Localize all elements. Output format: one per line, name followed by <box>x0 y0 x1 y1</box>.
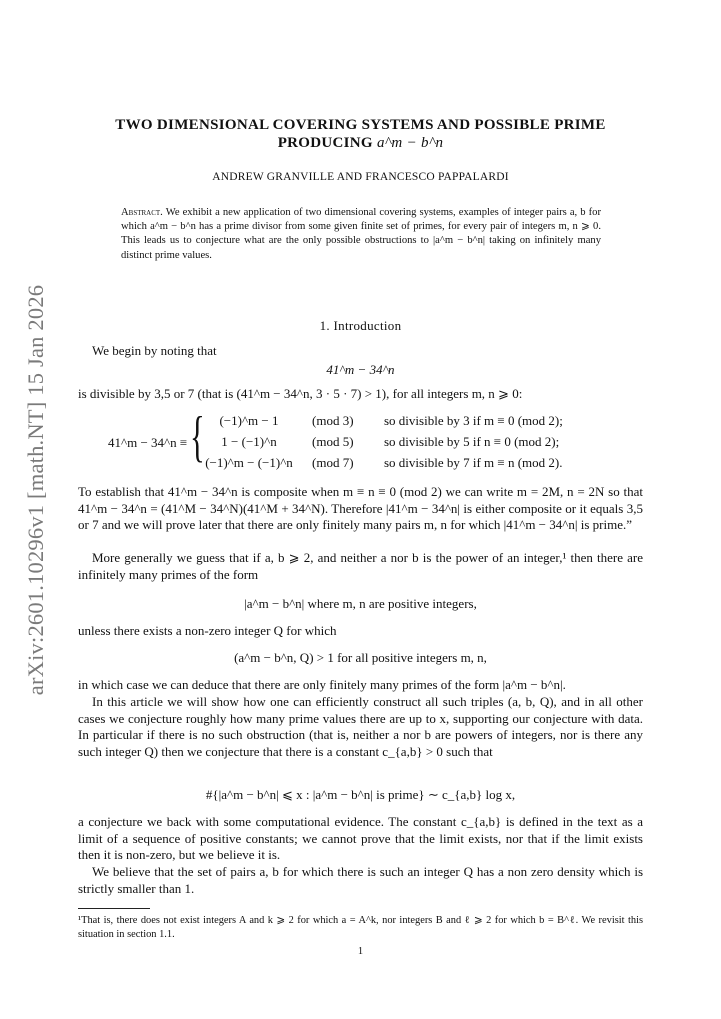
authors: ANDREW GRANVILLE AND FRANCESCO PAPPALARDI <box>212 171 509 183</box>
case-expr: (−1)^m − 1 <box>219 413 279 428</box>
paragraph-5: unless there exists a non-zero integer Q for which <box>78 623 337 638</box>
title-line-2-text: PRODUCING <box>277 135 373 151</box>
case-expr: (−1)^m − (−1)^n <box>205 455 293 470</box>
paragraph-1: We begin by noting that <box>92 343 217 358</box>
paragraph-3: To establish that 41^m − 34^n is composite when m ≡ n ≡ 0 (mod 2) we can write m = 2M, n = 2N so that 41^m − 34^n = (41^M − 34^N)(41^M + 34^N). Therefore |41^m − 34^n| is either composite or it equals 3,5 or 7 and we will prove later that there are only finitely many pairs m, n for which |41^m − 34^n| is prime.” <box>78 484 643 532</box>
equation-4-text: #{|a^m − b^n| ⩽ x : |a^m − b^n| is prime} ∼ c_{a,b} log x, <box>205 787 516 802</box>
case-mod: (mod 3) <box>312 413 354 428</box>
equation-2 <box>78 596 643 612</box>
abstract <box>121 206 601 263</box>
cases-lhs: 41^m − 34^n ≡ <box>108 435 188 450</box>
paragraph-6: in which case we can deduce that there are only finitely many primes of the form |a^m − b^n|. <box>78 677 566 692</box>
paragraph-4: More generally we guess that if a, b ⩾ 2, and neither a nor b is the power of an integer,¹ then there are infinitely many primes of the form <box>78 550 643 582</box>
case-condition: so divisible by 7 if m ≡ n (mod 2). <box>384 455 563 470</box>
page-number: 1 <box>357 946 364 957</box>
equation-3 <box>78 650 643 666</box>
equation-1 <box>78 362 643 378</box>
footnote: ¹That is, there does not exist integers A and k ⩾ 2 for which a = A^k, nor integers B and ℓ ⩾ 2 for which b = B^ℓ. We revisit this situation in section 1.1. <box>78 915 643 940</box>
case-condition: so divisible by 5 if n ≡ 0 (mod 2); <box>384 434 560 449</box>
paper-title <box>78 116 643 152</box>
section-heading <box>78 318 643 334</box>
case-mod: (mod 5) <box>312 434 354 449</box>
section-title: 1. Introduction <box>319 318 402 333</box>
cases-equation <box>108 406 643 473</box>
paragraph-7: In this article we will show how one can efficiently construct all such triples (a, b, Q), and in all other cases we conjecture roughly how many prime values there are up to x, supporting our conjecture with data. In particular if there is no such obstruction (that is, neither a nor b are powers of integers, nor is there any such integer Q) then we conjecture that there is a constant c_{a,b} > 0 such that <box>78 694 643 759</box>
abstract-text: We exhibit a new application of two dimensional covering systems, examples of integer pairs a, b for which a^m − b^n has a prime divisor from some given finite set of primes, for every pair of integers m, n ⩾ 0. This leads us to conjecture what are the only possible obstructions to |a^m − b^n| taking on infinitely many distinct prime values. <box>121 207 601 261</box>
paragraph-8: a conjecture we back with some computational evidence. The constant c_{a,b} is defined in the text as a limit of a sequence of positive constants; we cannot prove that the limit exists, nor that if the limit exists then it is non-zero, but we believe it is. <box>78 814 643 862</box>
abstract-label: Abstract. <box>121 207 163 218</box>
title-line-2-math: a^m − b^n <box>376 135 444 151</box>
case-mod: (mod 7) <box>312 455 354 470</box>
equation-4 <box>78 787 643 803</box>
footnote-rule <box>78 908 150 909</box>
equation-2-text: |a^m − b^n| where m, n are positive integers, <box>244 596 477 611</box>
title-line-1: TWO DIMENSIONAL COVERING SYSTEMS AND POSSIBLE PRIME <box>115 117 606 133</box>
equation-1-text: 41^m − 34^n <box>326 362 395 377</box>
arxiv-identifier: arXiv:2601.10296v1 [math.NT] 15 Jan 2026 <box>23 284 48 696</box>
paragraph-9: We believe that the set of pairs a, b for which there is such an integer Q has a non zero density which is strictly smaller than 1. <box>78 864 643 896</box>
title-line-2 <box>78 134 643 152</box>
left-brace: { <box>190 406 205 468</box>
case-expr: 1 − (−1)^n <box>221 434 277 449</box>
paragraph-2: is divisible by 3,5 or 7 (that is (41^m − 34^n, 3 · 5 · 7) > 1), for all integers m, n ⩾ 0: <box>78 386 523 401</box>
equation-3-text: (a^m − b^n, Q) > 1 for all positive integers m, n, <box>234 650 487 665</box>
case-condition: so divisible by 3 if m ≡ 0 (mod 2); <box>384 413 563 428</box>
